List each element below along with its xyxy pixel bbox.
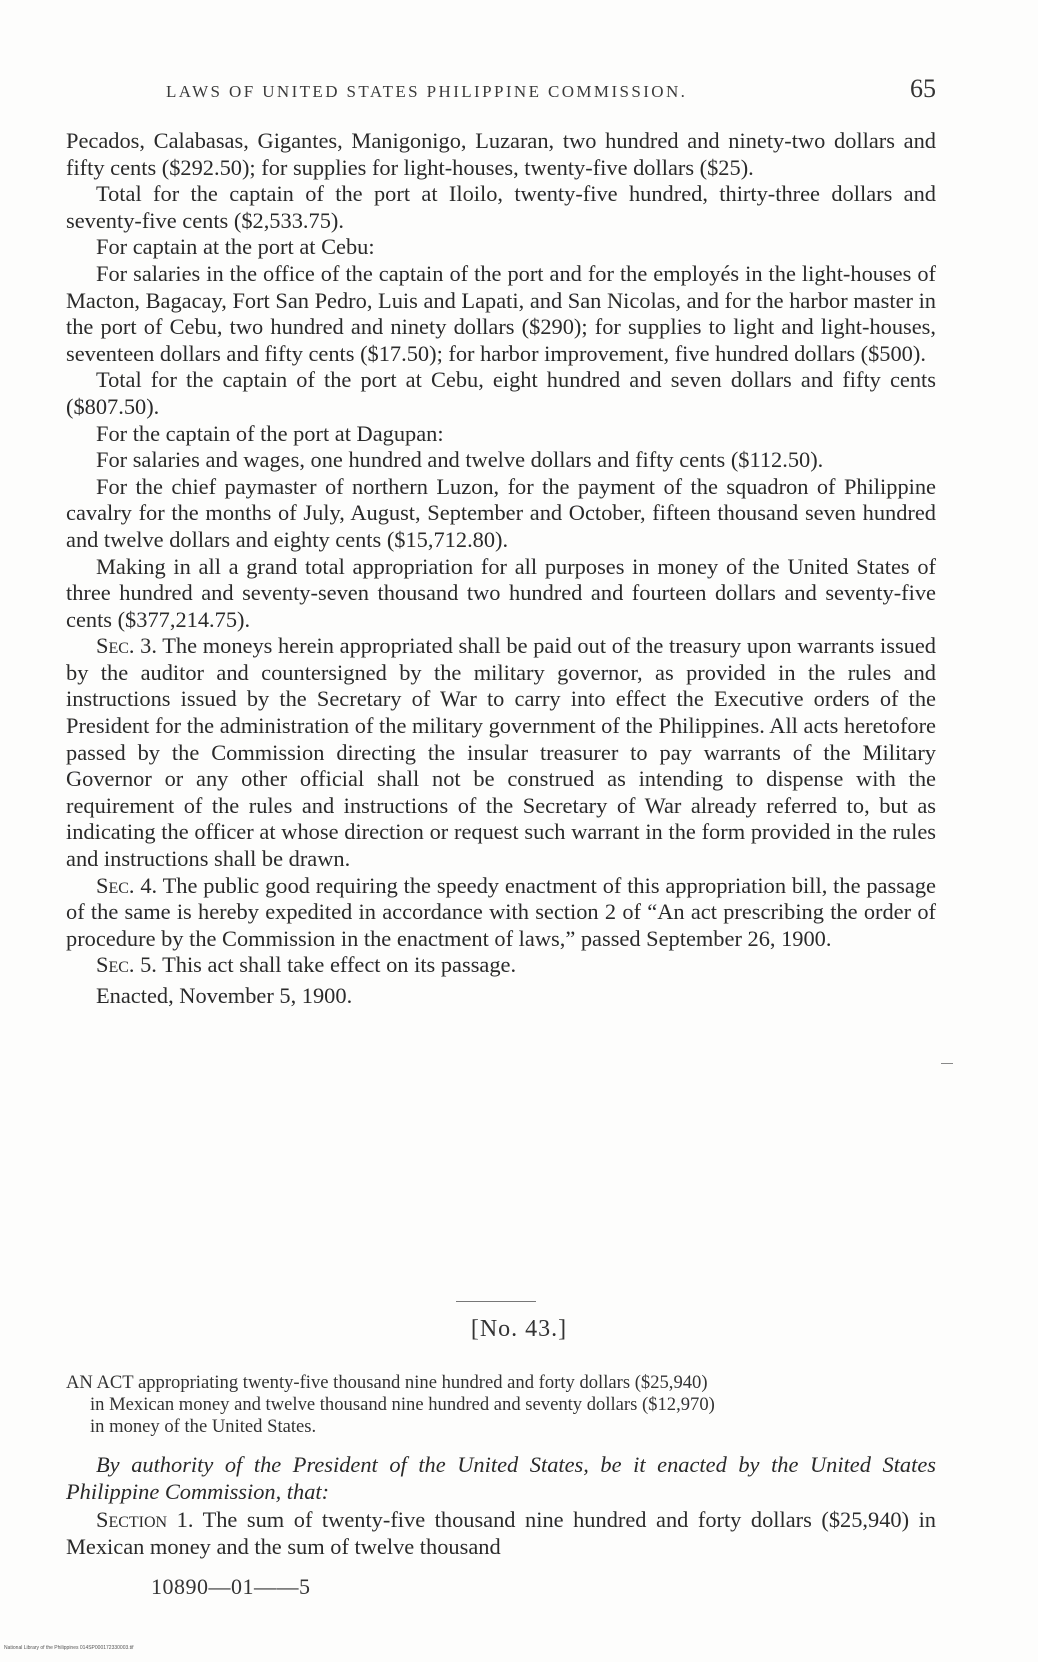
section-5-text: This act shall take effect on its passage.	[162, 952, 517, 978]
act-number: [No. 43.]	[470, 1316, 568, 1342]
section-1-label: Section 1.	[96, 1507, 194, 1532]
printer-signature: 10890—01——5	[151, 1574, 311, 1599]
paragraph-iloilo-lighthouses: Pecados, Calabasas, Gigantes, Manigonigo, Luzaran, two hundred and ninety-two dollars and fifty cents ($292.50); for supplies for light-houses, twenty-five dollars ($25).	[66, 128, 936, 180]
enacted-date: Enacted, November 5, 1900.	[96, 983, 353, 1008]
page-header	[166, 70, 936, 110]
section-3-label: Sec. 3.	[96, 633, 157, 659]
margin-mark	[941, 1063, 953, 1064]
paragraph-paymaster: For the chief paymaster of northern Luzon, for the payment of the squadron of Philippine cavalry for the months of July, August, September and October, fifteen thousand seven hundred and twelve dollars and eighty cents ($15,712.80).	[66, 473, 936, 552]
section-divider	[456, 1301, 536, 1302]
paragraph-cebu-heading: For captain at the port at Cebu:	[96, 234, 375, 260]
section-5	[66, 952, 936, 979]
paragraph-dagupan-heading: For the captain of the port at Dagupan:	[96, 420, 444, 446]
section-4-text: The public good requiring the speedy enactment of this appropriation bill, the passage of the same is hereby expedited in accordance with section 2 of “An act prescribing the order of procedure by the Commission in the enactment of laws,” passed September 26, 1900.	[66, 872, 936, 951]
section-3	[66, 633, 936, 872]
paragraph-cebu-total: Total for the captain of the port at Cebu, eight hundred and seven dollars and fifty cents ($807.50).	[66, 367, 936, 419]
paragraph-iloilo-total: Total for the captain of the port at Iloilo, twenty-five hundred, thirty-three dollars and seventy-five cents ($2,533.75).	[66, 181, 936, 233]
section-1-text: The sum of twenty-five thousand nine hundred and forty dollars ($25,940) in Mexican money and the sum of twelve thousand	[66, 1507, 936, 1559]
section-5-label: Sec. 5.	[96, 952, 157, 978]
act-title-line: AN ACT appropriating twenty-five thousand nine hundred and forty dollars ($25,940)	[66, 1372, 708, 1393]
paragraph-grand-total: Making in all a grand total appropriation for all purposes in money of the United States of three hundred and seventy-seven thousand two hundred and fourteen dollars and seventy-five cents ($377,214.75).	[66, 553, 936, 632]
section-1	[66, 1507, 936, 1560]
act-title	[66, 1372, 936, 1438]
section-4-label: Sec. 4.	[96, 872, 158, 898]
running-head: LAWS OF UNITED STATES PHILIPPINE COMMISSION.	[166, 82, 688, 101]
act-title-line: in Mexican money and twelve thousand nine hundred and seventy dollars ($12,970)	[90, 1394, 715, 1415]
enacting-clause: By authority of the President of the United States, be it enacted by the United States Philippine Commission, that:	[66, 1452, 936, 1504]
section-3-text: The moneys herein appropriated shall be paid out of the treasury upon warrants issued by the auditor and countersigned by the military governor, as provided in the rules and instructions issued by the Secretary of War to carry into effect the Executive orders of the President for the administration of the military government of the Philippines. All acts heretofore passed by the Commission directing the insular treasurer to pay warrants of the Military Governor or any other official shall not be construed as intending to dispense with the requirement of the rules and instructions of the Secretary of War already referred to, but as indicating the officer at whose direction or request such warrant in the form provided in the rules and instructions shall be drawn.	[66, 633, 936, 872]
act-title-line: in money of the United States.	[90, 1416, 317, 1437]
page-number: 65	[910, 74, 936, 103]
scan-imprint: National Library of the Philippines 014SP000172330003.tif	[4, 1645, 134, 1651]
paragraph-dagupan-salaries: For salaries and wages, one hundred and twelve dollars and fifty cents ($112.50).	[96, 447, 824, 473]
body-text	[66, 128, 936, 1010]
paragraph-cebu-salaries: For salaries in the office of the captain of the port and for the employés in the light-houses of Macton, Bagacay, Fort San Pedro, Luis and Lapati, and San Nicolas, and for the harbor master in the port of Cebu, two hundred and ninety dollars ($290); for supplies to light and light-houses, seventeen dollars and fifty cents ($17.50); for harbor improvement, five hundred dollars ($500).	[66, 260, 936, 366]
section-4	[66, 873, 936, 953]
